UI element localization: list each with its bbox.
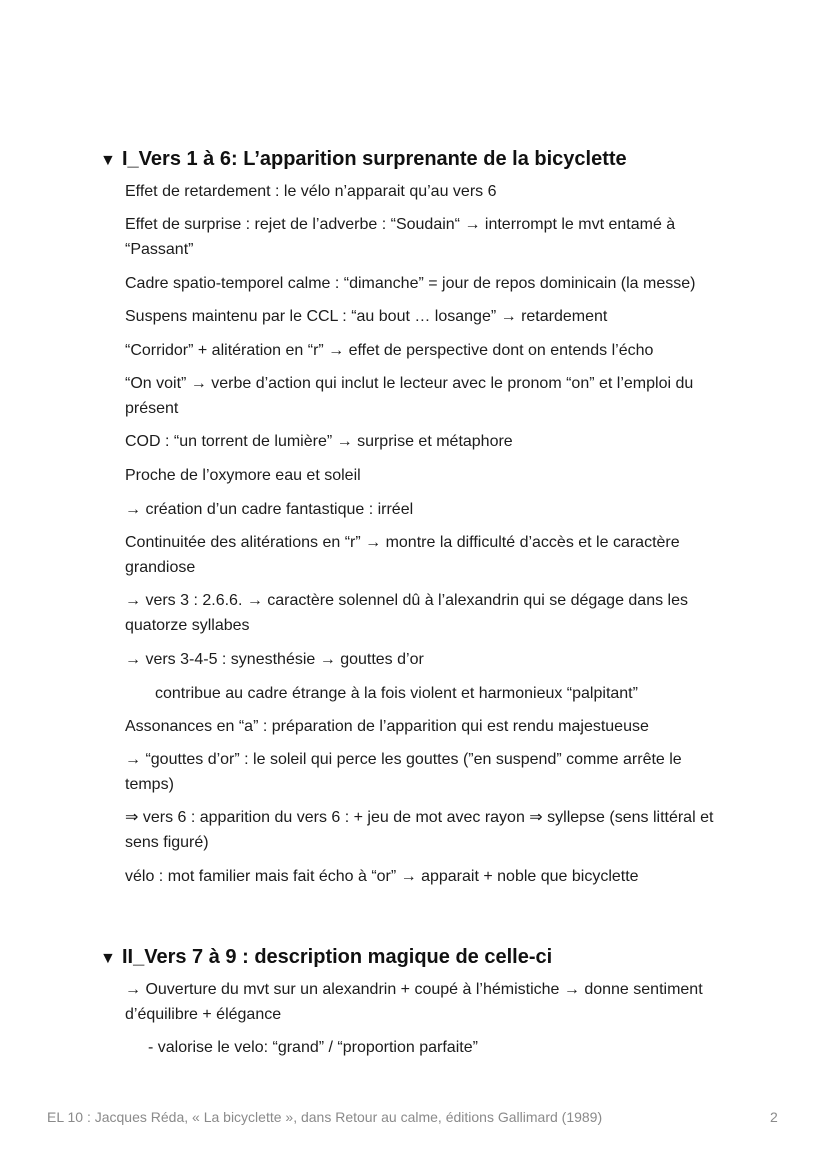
note-line: Assonances en “a” : préparation de l’apparition qui est rendu majestueuse: [125, 718, 649, 735]
note-line-indented: contribue au cadre étrange à la fois violent et harmonieux “palpitant”: [155, 685, 638, 702]
collapse-triangle-icon[interactable]: ▼: [100, 950, 116, 967]
note-line: Effet de surprise : rejet de l’adverbe : “Soudain“ → interrompt le mvt entamé à “Passant”: [125, 216, 676, 258]
note-line: Suspens maintenu par le CCL : “au bout … losange” → retardement: [125, 308, 608, 325]
note-line: “On voit” → verbe d’action qui inclut le lecteur avec le pronom “on” et l’emploi du présent: [125, 375, 694, 417]
page-number: 2: [770, 1109, 778, 1125]
note-line: → Ouverture du mvt sur un alexandrin + coupé à l’hémistiche → donne sentiment d’équilibre + élégance: [125, 981, 703, 1023]
section-heading-1[interactable]: [100, 147, 627, 173]
section-title-1: I_Vers 1 à 6: L’apparition surprenante de la bicyclette: [122, 148, 627, 170]
note-line: → vers 3 : 2.6.6. → caractère solennel dû à l’alexandrin qui se dégage dans les quatorze syllabes: [125, 592, 688, 634]
note-line: ⇒ vers 6 : apparition du vers 6 : + jeu de mot avec rayon ⇒ syllepse (sens littéral et sens figuré): [125, 809, 714, 851]
note-line: “Corridor” + alitération en “r” → effet de perspective dont on entends l’écho: [125, 342, 654, 359]
collapse-triangle-icon[interactable]: ▼: [100, 152, 116, 169]
note-line: Proche de l’oxymore eau et soleil: [125, 467, 361, 484]
note-line: Continuitée des alitérations en “r” → montre la difficulté d’accès et le caractère grandiose: [125, 534, 680, 576]
footer-source: EL 10 : Jacques Réda, « La bicyclette », dans Retour au calme, éditions Gallimard (1989): [47, 1109, 603, 1125]
note-line: vélo : mot familier mais fait écho à “or” → apparait + noble que bicyclette: [125, 868, 639, 885]
note-line: Effet de retardement : le vélo n’apparait qu’au vers 6: [125, 183, 497, 200]
section-title-2: II_Vers 7 à 9 : description magique de celle-ci: [122, 946, 553, 968]
note-line: → création d’un cadre fantastique : irréel: [125, 501, 414, 518]
note-line: → vers 3-4-5 : synesthésie → gouttes d’or: [125, 651, 424, 668]
note-line: COD : “un torrent de lumière” → surprise et métaphore: [125, 433, 513, 450]
note-line-indented: - valorise le velo: “grand” / “proportion parfaite”: [148, 1039, 478, 1056]
section-heading-2[interactable]: [100, 945, 552, 971]
note-line: Cadre spatio-temporel calme : “dimanche” = jour de repos dominicain (la messe): [125, 275, 696, 292]
note-line: → “gouttes d’or” : le soleil qui perce les gouttes (”en suspend” comme arrête le temps): [125, 751, 682, 793]
